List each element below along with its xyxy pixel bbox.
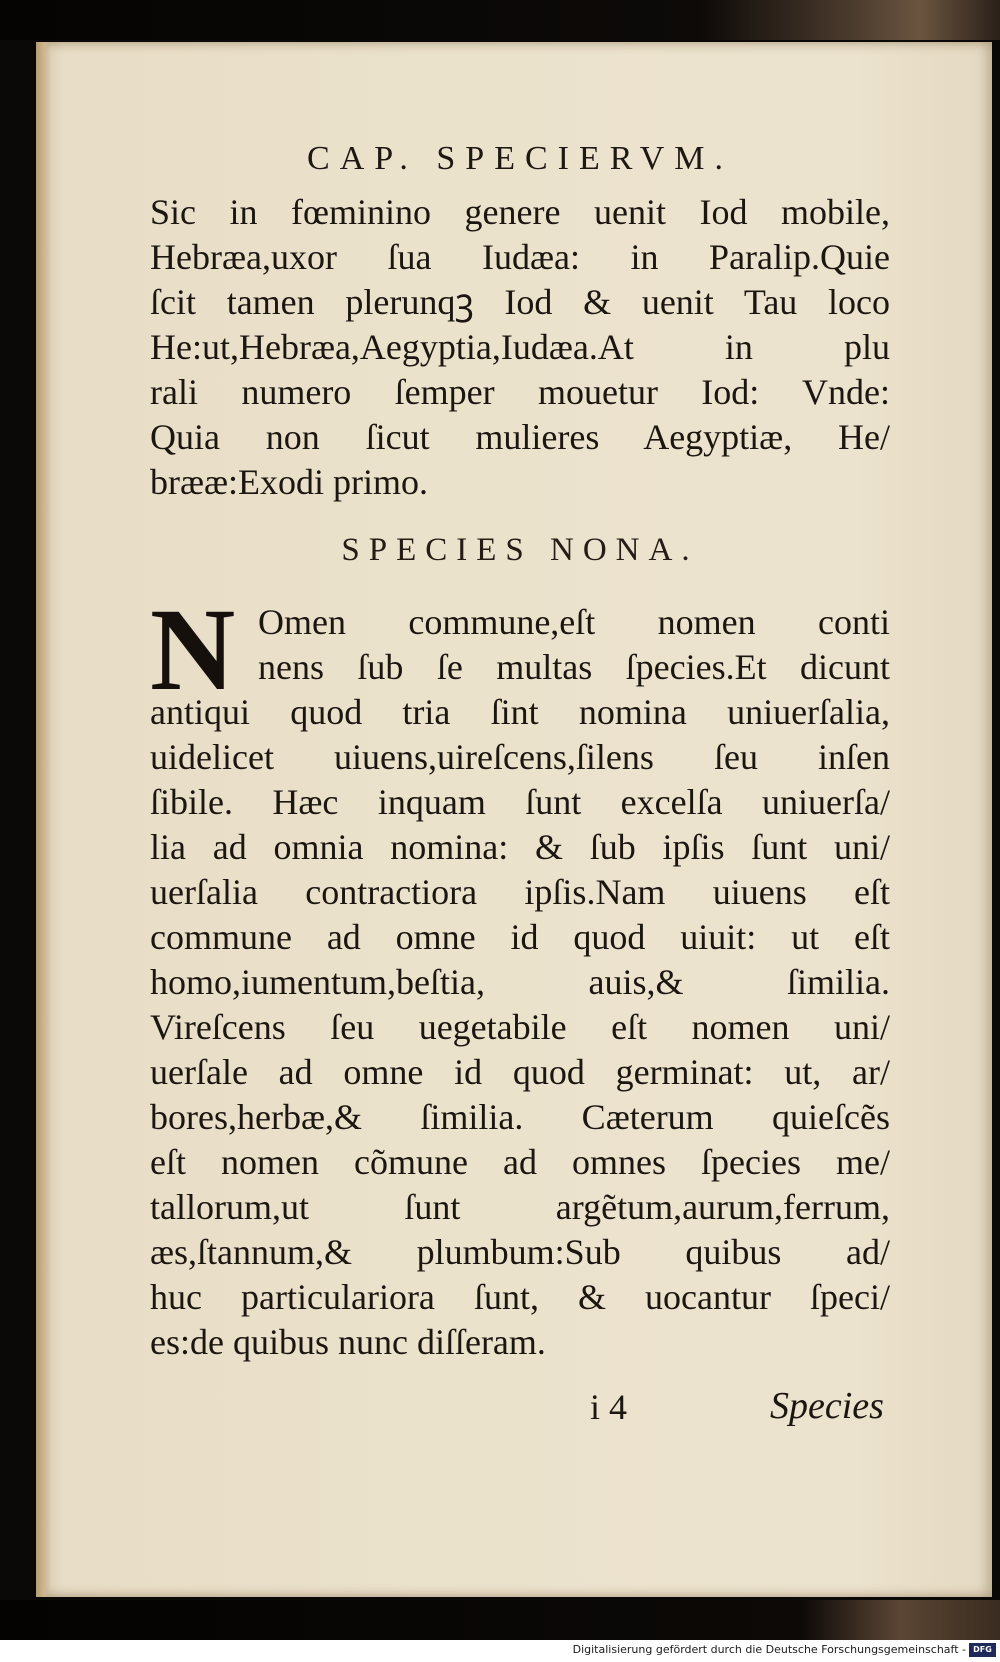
text-line: nens ſub ſe multas ſpecies.Et dicunt: [258, 647, 890, 687]
text-line: es:de quibus nunc diſſeram.: [150, 1322, 546, 1362]
text-line: uerſalia contractiora ipſis.Nam uiuens eſt: [150, 872, 890, 912]
catchword: Species: [770, 1385, 884, 1427]
text-line: eſt nomen cõmune ad omnes ſpecies me/: [150, 1142, 890, 1182]
text-line: uerſale ad omne id quod germinat: ut, ar/: [150, 1052, 890, 1092]
text-line: brææ:Exodi primo.: [150, 462, 428, 502]
text-line: Omen commune,eſt nomen conti: [258, 602, 890, 642]
section-title: SPECIES NONA.: [341, 532, 699, 568]
dfg-logo-icon: DFG: [969, 1643, 996, 1657]
text-line: Vireſcens ſeu uegetabile eſt nomen uni/: [150, 1007, 890, 1047]
initial-letter: N: [150, 584, 236, 715]
text-line: æs,ſtannum,& plumbum:Sub quibus ad/: [150, 1232, 890, 1272]
scan-background-top: [0, 0, 1000, 40]
text-line: tallorum,ut ſunt argẽtum,aurum,ferrum,: [150, 1187, 890, 1227]
footer-credit: Digitalisierung gefördert durch die Deutsche Forschungsgemeinschaft -: [572, 1643, 966, 1656]
text-line: ſibile. Hæc inquam ſunt excelſa uniuerſa/: [150, 782, 890, 822]
text-line: uidelicet uiuens,uireſcens,ſilens ſeu inſen: [150, 737, 890, 777]
text-line: lia ad omnia nomina: & ſub ipſis ſunt uni/: [150, 827, 890, 867]
text-line: huc particulariora ſunt, & uocantur ſpeci/: [150, 1277, 890, 1317]
text-line: bores,herbæ,& ſimilia. Cæterum quieſcẽs: [150, 1097, 890, 1137]
text-line: rali numero ſemper mouetur Iod: Vnde:: [150, 372, 890, 412]
signature-mark: i 4: [590, 1387, 628, 1427]
text-line: commune ad omne id quod uiuit: ut eſt: [150, 917, 890, 957]
scan-background-bottom: [0, 1600, 1000, 1640]
text-line: Hebræa,uxor ſua Iudæa: in Paralip.Quie: [150, 237, 890, 277]
digitization-footer: [0, 1640, 1000, 1662]
text-line: antiqui quod tria ſint nomina uniuerſalia,: [150, 692, 890, 732]
book-page: [36, 42, 992, 1597]
text-line: Sic in fœminino genere uenit Iod mobile,: [150, 192, 890, 232]
text-line: Quia non ſicut mulieres Aegyptiæ, He/: [150, 417, 890, 457]
text-line: homo,iumentum,beſtia, auis,& ſimilia.: [150, 962, 890, 1002]
running-head: CAP. SPECIERVM.: [307, 140, 733, 177]
text-line: He:ut,Hebræa,Aegyptia,Iudæa.At in plu: [150, 327, 890, 367]
text-line: ſcit tamen plerunqꝫ Iod & uenit Tau loco: [150, 282, 890, 322]
